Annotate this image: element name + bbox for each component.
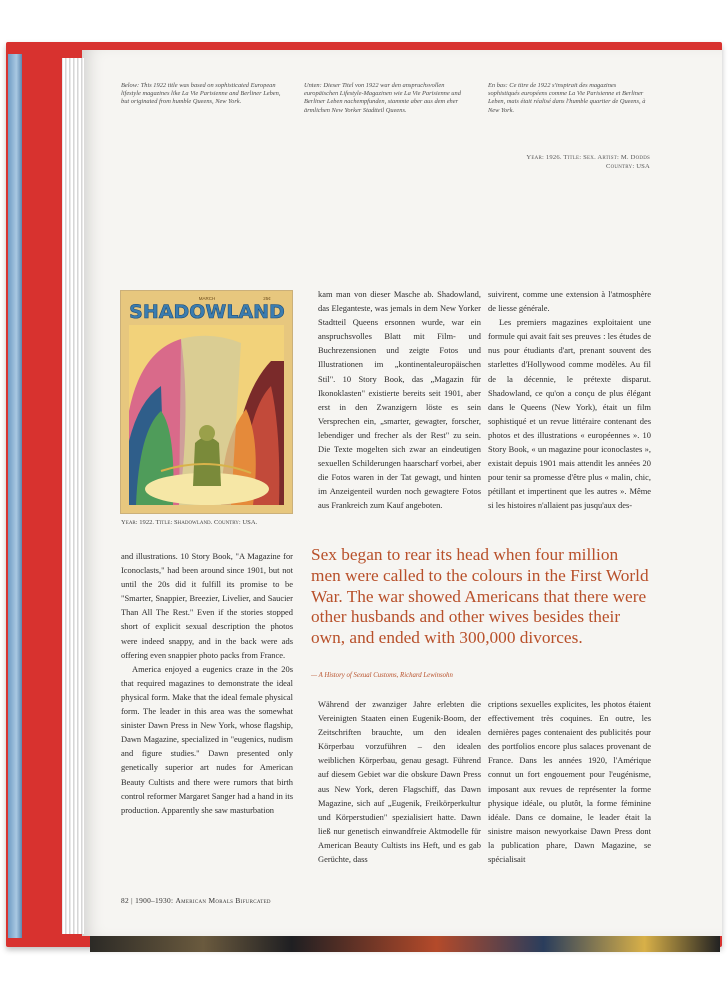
page-folio: 82 | 1900–1930: American Morals Bifurcated: [121, 896, 271, 905]
cover-issue-text: MARCH: [198, 296, 216, 301]
english-text-body: [121, 549, 293, 817]
page-edges: [62, 58, 84, 934]
image-credit-top: [505, 153, 650, 171]
german-paragraph: kam man von dieser Masche ab. Shadowland, das Eleganteste, was jemals in dem New Yorker Stadtteil Queens ersonnen wurde, war ein anspruchsvolles Blatt mit Film- und Buchrezensionen und zeigte Fotos und Illustrationen im „kontinentaleuropäischen Stil". 10 Story Book, das „Magazin für Ikonoklasten" existierte bereits seit 1901, aber erst in den Zwanzigern löste es sein Versprechen ein, „smarter, gewagter, forscher, lebendiger und frecher als der Rest" zu sein. Die Texte mogelten sich zwar an eindeutigen sexuellen Schilderungen haarscharf vorbei, aber die Fotos waren in der Tat gewagt, und hinten im Anzeigenteil wurden noch gewagtere Fotos aus Frankreich zum Kauf angeboten.: [318, 289, 481, 511]
image-credit-shadowland: Year: 1922. Title: Shadowland. Country: USA.: [121, 519, 258, 526]
cover-price-text: 25¢: [263, 296, 271, 301]
caption-german: Unten: Dieser Titel von 1922 war den anspruchsvollen europäischen Lifestyle-Magazinen wie La Vie Parisienne und Berliner Leben nachempfunden, stammte aber aus dem eher ärmlichen New Yorker Stadtteil Queens.: [304, 82, 461, 114]
french-paragraph-bottom: criptions sexuelles explicites, les photos étaient effectivement très coquines. En outre, les dernières pages contenaient des publicités pour des portfolios encore plus salaces provenant de France. Dans les années 1920, l'Amérique connut un fort engouement pour l'eugénisme, imposant aux revues de représenter la forme physique idéale, ou plutôt, la forme féminine idéale. Dans ce domaine, le leader était la sinistre maison newyorkaise Dawn Press dont la publication phare, Dawn Magazine, se spécialisait: [488, 699, 651, 865]
german-text-bottom: [318, 697, 481, 866]
page-number: 82: [121, 896, 129, 905]
cover-masthead: SHADOWLAND: [129, 301, 285, 323]
german-paragraph-bottom: Während der zwanziger Jahre erlebten die Vereinigten Staaten einen Eugenik-Boom, der Zeitschriften brauchte, um den idealen Körperbau vorzuführen – den idealen weiblichen Körperbau, genau gesagt. Führend auf diesem Gebiet war die obskure Dawn Press aus New York, deren Flagschiff, das Dawn Magazine, sich auf „Eugenik, Freikörperkultur und Körperstudien" spezialisiert hatte. Dawn ließ nur genetisch einwandfreie Aktmodelle für American Beauty Cultists ins Heft, und es gab Gerüchte, dass: [318, 699, 481, 865]
pull-quote-attribution: — A History of Sexual Customs, Richard Lewinsohn: [311, 672, 453, 679]
pull-quote: Sex began to rear its head when four million men were called to the colours in the First World War. The war showed Americans that there were other husbands and other wives besides their own, and ended with 300,000 divorces.: [311, 545, 649, 648]
shadowland-cover-image: [121, 291, 292, 513]
credit-line-1: Year: 1926. Title: Sex. Artist: M. Dodds: [526, 154, 650, 161]
chapter-title: American Morals Bifurcated: [175, 896, 271, 905]
credit-line-2: Country: USA: [605, 163, 650, 170]
caption-english: Below: This 1922 title was based on sophisticated European lifestyle magazines like La Vie Parisienne and Berliner Leben, but originated from humble Queens, New York.: [121, 82, 281, 106]
french-text-bottom: [488, 697, 651, 866]
german-text-top: [318, 287, 481, 513]
caption-french: En bas: Ce titre de 1922 s'inspirait des magazines sophistiqués européens comme La Vie Parisienne et Berliner Leben, mais était réalisé dans l'humble quartier de Queens, à New York.: [488, 82, 646, 114]
french-paragraph-1: suivirent, comme une extension à l'atmosphère de liesse générale.: [488, 289, 651, 314]
book-spine-edge: [8, 54, 22, 938]
english-paragraph-2: America enjoyed a eugenics craze in the 20s that required magazines to demonstrate the ideal physical form. Make that the ideal female physical form. The leader in this area was the somewhat sinister Dawn Press in New York, whose flagship, Dawn Magazine, specialized in "eugenics, nudism and figure studies." Dawn presented only genetically superior art nudes for American Beauty Cultists and there were rumors that birth control reformer Margaret Sanger had a hand in its production. Apparently she saw masturbation: [121, 663, 293, 815]
english-paragraph-1: and illustrations. 10 Story Book, "A Magazine for Iconoclasts," had been around since 1901, but not until the 20s did it fulfill its promise to be "Smarter, Snappier, Breezier, Livelier, and Saucier Than All The Rest." Even if the stories stopped short of explicit sexual description the photos were indeed snappy, and in the back were ads offering even snappier photo packs from France.: [121, 551, 293, 660]
french-text-top: [488, 287, 651, 513]
chapter-range: 1900–1930:: [135, 896, 174, 905]
french-paragraph-2: Les premiers magazines exploitaient une formule qui avait fait ses preuves : les études de nus pour étudiants d'art, prenant souvent des starlettes d'Hollywood comme modèles. Au fil de la décennie, le prétexte disparut. Shadowland, ce qu'on a conçu de plus élégant dans le Queens (New York), était un film sophistiqué et un revue littéraire contenant des photos et des illustrations « européennes ». 10 Story Book, « un magazine pour iconoclastes », existait depuis 1901 mais attendit les années 20 pour tenir sa promesse d'être plus « malin, chic, pétillant et impertinent que les autres ». Même si les histoires n'allaient pas jusqu'aux des-: [488, 317, 651, 511]
